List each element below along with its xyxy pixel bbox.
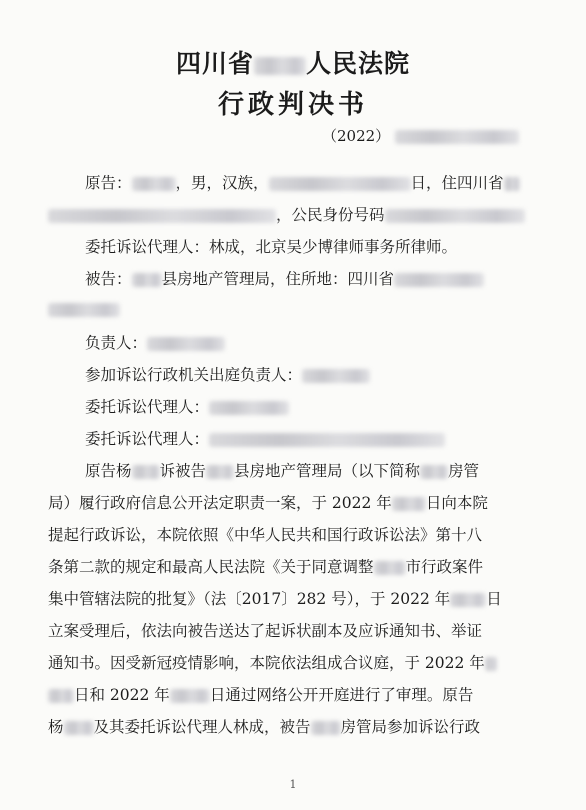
text: 原告杨 xyxy=(85,462,132,480)
body-line xyxy=(48,492,488,514)
redacted-block xyxy=(485,657,497,671)
redacted-block xyxy=(209,401,289,415)
redacted-block xyxy=(504,177,520,191)
text: 委托诉讼代理人： xyxy=(85,430,210,448)
body-line: 提起行政诉讼，本院依照《中华人民共和国行政诉讼法》第十八 xyxy=(48,526,483,544)
body-line xyxy=(48,652,497,674)
text: 日向本院 xyxy=(425,494,488,512)
text: ，公民身份号码 xyxy=(276,206,385,224)
text: 市行政案件 xyxy=(405,558,484,576)
case-year: （2022） xyxy=(322,127,391,145)
redacted-block xyxy=(374,561,406,575)
text: 房管 xyxy=(448,462,480,480)
redacted-block xyxy=(420,465,448,479)
text: 日和 2022 年 xyxy=(74,686,170,704)
redacted-block xyxy=(385,209,525,223)
text: 局）履行政府信息公开法定职责一案，于 2022 年 xyxy=(48,494,392,512)
responsible-person-line xyxy=(85,332,225,354)
body-line xyxy=(48,684,473,706)
text: 被告： xyxy=(85,270,132,288)
redacted-block xyxy=(64,721,94,735)
redacted-block xyxy=(395,130,519,144)
text: 条第二款的规定和最高人民法院《关于同意调整 xyxy=(48,558,374,576)
redacted-block xyxy=(48,689,74,703)
redacted-block xyxy=(48,209,276,223)
body-line: 立案受理后，依法向被告送达了起诉状副本及应诉通知书、举证 xyxy=(48,622,483,640)
redacted-block xyxy=(254,57,306,75)
redacted-block xyxy=(209,433,445,447)
text: 参加诉讼行政机关出庭负责人： xyxy=(85,366,303,384)
agent-line: 委托诉讼代理人：林成，北京吴少博律师事务所律师。 xyxy=(85,238,458,256)
court-name-prefix: 四川省 xyxy=(175,49,254,78)
agent-line-2 xyxy=(85,396,289,418)
redacted-block xyxy=(392,497,426,511)
text: 杨 xyxy=(48,718,64,736)
text: 房管局参加诉讼行政 xyxy=(340,718,481,736)
court-title xyxy=(0,44,586,80)
redacted-block xyxy=(48,303,120,317)
text: 通知书。因受新冠疫情影响，本院依法组成合议庭，于 2022 年 xyxy=(48,654,485,672)
redacted-block xyxy=(269,177,411,191)
text: 日 xyxy=(486,590,502,608)
redacted-block xyxy=(206,465,234,479)
defendant-address-line xyxy=(48,298,120,320)
text: 原告： xyxy=(85,174,132,192)
plaintiff-address-line xyxy=(48,204,525,226)
redacted-block xyxy=(450,593,486,607)
document-type: 行政判决书 xyxy=(217,90,368,120)
text: 县房地产管理局（以下简称 xyxy=(234,462,421,480)
redacted-block xyxy=(132,465,160,479)
text: 负责人： xyxy=(85,334,148,352)
redacted-block xyxy=(302,369,370,383)
redacted-block xyxy=(311,721,341,735)
body-line xyxy=(85,460,479,482)
text: 委托诉讼代理人： xyxy=(85,398,210,416)
redacted-block xyxy=(132,273,162,287)
body-line xyxy=(48,716,480,738)
body-line xyxy=(48,588,502,610)
court-name-suffix: 人民法院 xyxy=(306,49,411,78)
text: 及其委托诉讼代理人林成，被告 xyxy=(93,718,311,736)
case-number xyxy=(322,125,519,146)
redacted-block xyxy=(394,273,484,287)
plaintiff-line xyxy=(85,172,520,194)
redacted-block xyxy=(132,177,176,191)
redacted-block xyxy=(147,337,225,351)
redacted-block xyxy=(170,689,210,703)
text: ，男，汉族， xyxy=(175,174,269,192)
text: 日，住四川省 xyxy=(410,174,504,192)
appearing-official-line xyxy=(85,364,370,386)
body-line xyxy=(48,556,483,578)
defendant-line xyxy=(85,268,484,290)
page-number: 1 xyxy=(289,778,297,791)
text: 集中管辖法院的批复》（法〔2017〕282 号），于 2022 年 xyxy=(48,590,451,608)
text: 日通过网络公开开庭进行了审理。原告 xyxy=(209,686,474,704)
agent-line-3 xyxy=(85,428,445,450)
text: 诉被告 xyxy=(159,462,207,480)
text: 县房地产管理局，住所地：四川省 xyxy=(161,270,395,288)
